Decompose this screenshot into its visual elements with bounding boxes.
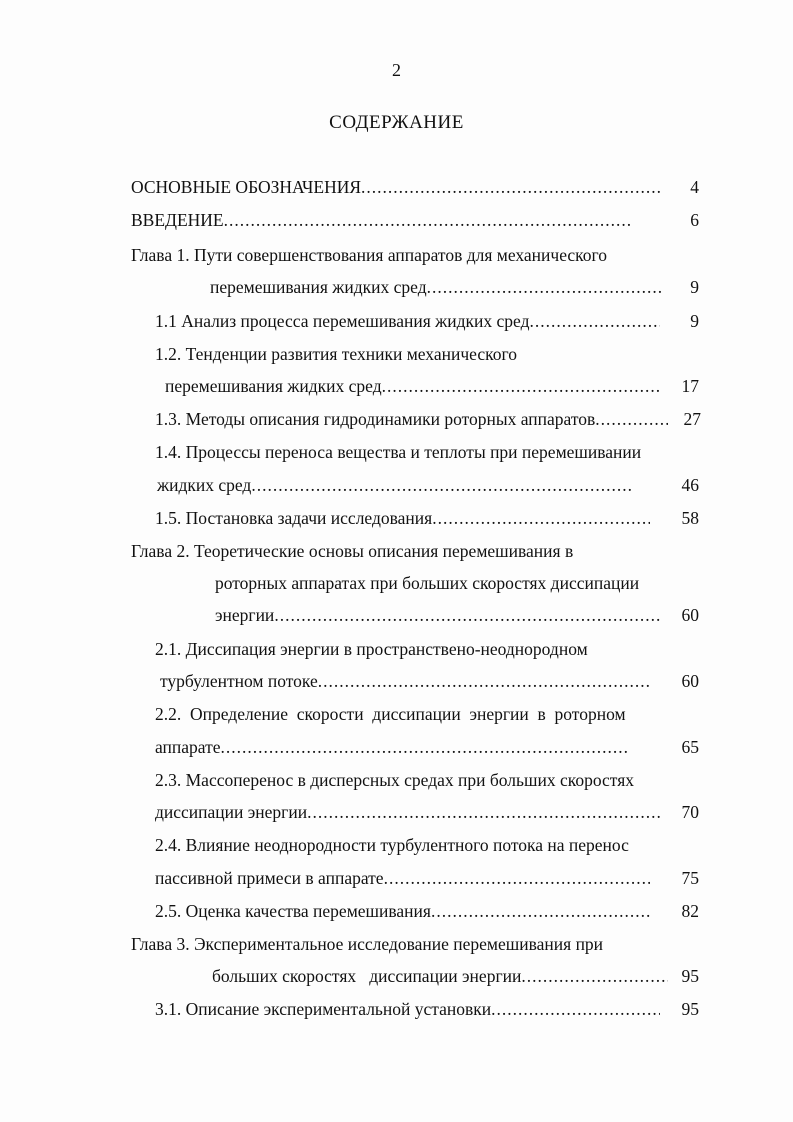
toc-chapter-3-title[interactable] bbox=[131, 931, 603, 957]
toc-entry-page: 9 bbox=[690, 311, 699, 331]
toc-entry-introduction[interactable] bbox=[131, 207, 699, 233]
toc-section-2-2-cont[interactable] bbox=[155, 734, 699, 760]
toc-entry-text: Глава 3. Экспериментальное исследование перемешивания при bbox=[131, 934, 604, 954]
leader-dots bbox=[431, 898, 650, 924]
toc-entry-text: 3.1. Описание экспериментальной установки bbox=[155, 999, 492, 1019]
toc-entry-text: 2.2. Определение скорости диссипации энергии в роторном bbox=[155, 704, 626, 724]
toc-entry-text: 1.5. Постановка задачи исследования bbox=[155, 508, 433, 528]
toc-entry-text: 1.1 Анализ процесса перемешивания жидких сред bbox=[155, 311, 530, 331]
leader-dots bbox=[521, 963, 668, 989]
leader-dots bbox=[307, 799, 660, 825]
leader-dots bbox=[274, 602, 661, 628]
toc-entry-text: диссипации энергии bbox=[155, 802, 308, 822]
toc-entry-text: пассивной примеси в аппарате bbox=[155, 868, 384, 888]
leader-dots bbox=[491, 996, 660, 1022]
toc-entry-page: 4 bbox=[690, 177, 699, 197]
toc-entry-text: жидких сред bbox=[157, 475, 252, 495]
leader-dots bbox=[221, 734, 630, 760]
toc-chapter-1-title-cont[interactable] bbox=[210, 274, 699, 300]
toc-entry-notation[interactable] bbox=[131, 174, 699, 200]
toc-entry-page: 95 bbox=[681, 999, 699, 1019]
toc-section-1-4-cont[interactable] bbox=[157, 472, 699, 498]
leader-dots bbox=[427, 274, 661, 300]
toc-entry-page: 70 bbox=[681, 802, 699, 822]
toc-chapter-2-title[interactable] bbox=[131, 538, 573, 564]
toc-entry-text: Глава 2. Теоретические основы описания перемешивания в bbox=[131, 541, 574, 561]
leader-dots bbox=[382, 373, 661, 399]
toc-entry-text: 1.2. Тенденции развития техники механического bbox=[155, 344, 517, 364]
toc-section-2-4[interactable] bbox=[155, 832, 629, 858]
toc-entry-text: 2.3. Массоперенос в дисперсных средах при больших скоростях bbox=[155, 770, 635, 790]
page-number: 2 bbox=[392, 60, 401, 80]
toc-section-2-4-cont[interactable] bbox=[155, 865, 699, 891]
toc-entry-text: роторных аппаратах при больших скоростях диссипации bbox=[215, 573, 640, 593]
toc-entry-page: 9 bbox=[690, 277, 699, 297]
leader-dots bbox=[595, 406, 668, 432]
toc-entry-page: 95 bbox=[681, 966, 699, 986]
toc-entry-page: 46 bbox=[681, 475, 699, 495]
leader-dots bbox=[224, 207, 631, 233]
leader-dots bbox=[529, 308, 660, 334]
leader-dots bbox=[318, 668, 650, 694]
toc-entry-text: перемешивания жидких сред bbox=[165, 376, 382, 396]
toc-entry-text: перемешивания жидких сред bbox=[210, 277, 427, 297]
toc-entry-text: больших скоростях диссипации энергии bbox=[212, 966, 522, 986]
toc-entry-text: ВВЕДЕНИЕ bbox=[131, 210, 224, 230]
toc-entry-page: 75 bbox=[681, 868, 699, 888]
toc-entry-text: аппарате bbox=[155, 737, 221, 757]
toc-entry-text: 2.1. Диссипация энергии в пространствено-неоднородном bbox=[155, 639, 588, 659]
page-title: СОДЕРЖАНИЕ bbox=[329, 112, 464, 133]
toc-section-1-5[interactable] bbox=[155, 505, 699, 531]
toc-entry-page: 17 bbox=[681, 376, 699, 396]
toc-section-2-3-cont[interactable] bbox=[155, 799, 699, 825]
toc-entry-page: 82 bbox=[681, 901, 699, 921]
toc-section-1-4[interactable] bbox=[155, 439, 641, 465]
toc-chapter-2-title-cont[interactable] bbox=[215, 570, 639, 596]
toc-entry-text: турбулентном потоке bbox=[160, 671, 318, 691]
toc-section-1-3[interactable] bbox=[155, 406, 701, 432]
toc-entry-text: энергии bbox=[215, 605, 275, 625]
toc-entry-text: 2.5. Оценка качества перемешивания bbox=[155, 901, 431, 921]
toc-entry-page: 60 bbox=[681, 671, 699, 691]
toc-entry-page: 6 bbox=[690, 210, 699, 230]
toc-section-2-3[interactable] bbox=[155, 767, 634, 793]
toc-section-1-2[interactable] bbox=[155, 341, 517, 367]
toc-entry-text: 1.4. Процессы переноса вещества и теплоты при перемешивании bbox=[155, 442, 642, 462]
toc-section-1-1[interactable] bbox=[155, 308, 699, 334]
toc-section-2-5[interactable] bbox=[155, 898, 699, 924]
leader-dots bbox=[361, 174, 661, 200]
toc-section-1-2-cont[interactable] bbox=[165, 373, 699, 399]
toc-section-2-1-cont[interactable] bbox=[160, 668, 699, 694]
leader-dots bbox=[251, 472, 633, 498]
toc-chapter-3-title-cont[interactable] bbox=[212, 963, 699, 989]
toc-chapter-2-title-end[interactable] bbox=[215, 602, 699, 628]
toc-entry-page: 60 bbox=[681, 605, 699, 625]
toc-entry-page: 58 bbox=[681, 508, 699, 528]
toc-section-2-1[interactable] bbox=[155, 636, 588, 662]
toc-entry-page: 27 bbox=[683, 409, 701, 429]
toc-chapter-1-title[interactable] bbox=[131, 242, 607, 268]
toc-section-3-1[interactable] bbox=[155, 996, 699, 1022]
leader-dots bbox=[432, 505, 650, 531]
leader-dots bbox=[384, 865, 650, 891]
toc-entry-text: ОСНОВНЫЕ ОБОЗНАЧЕНИЯ bbox=[131, 177, 362, 197]
toc-entry-page: 65 bbox=[681, 737, 699, 757]
toc-entry-text: 2.4. Влияние неоднородности турбулентного потока на перенос bbox=[155, 835, 629, 855]
toc-section-2-2[interactable] bbox=[155, 701, 626, 727]
toc-entry-text: Глава 1. Пути совершенствования аппаратов для механического bbox=[131, 245, 608, 265]
toc-entry-text: 1.3. Методы описания гидродинамики роторных аппаратов bbox=[155, 409, 596, 429]
